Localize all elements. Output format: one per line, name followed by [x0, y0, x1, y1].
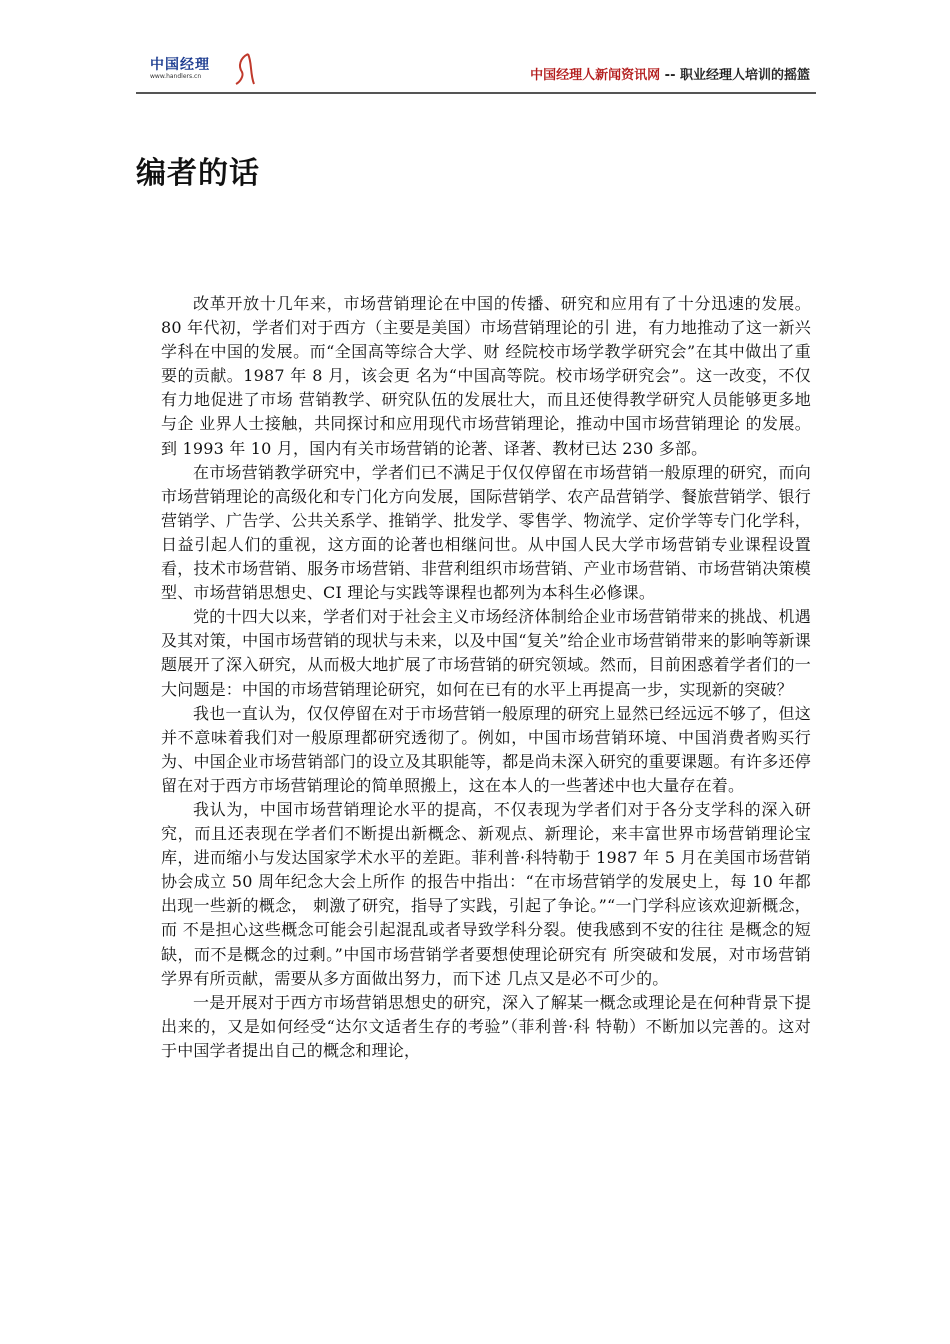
page-title: 编者的话: [136, 156, 260, 191]
logo-mark-icon: [234, 52, 256, 86]
logo-text: 中国经理: [150, 57, 210, 73]
tagline-slogan: -- 职业经理人培训的摇篮: [660, 68, 810, 83]
paragraph: 在市场营销教学研究中，学者们已不满足于仅仅停留在市场营销一般原理的研究，而向市场营销理论的高级化和专门化方向发展，国际营销学、农产品营销学、餐旅营销学、银行营销学、广告学、公共关系学、推销学、批发学、零售学、物流学、定价学等专门化学科，日益引起人们的重视，这方面的论著也相继问世。从中国人民大学市场营销专业课程设置看，技术市场营销、服务市场营销、非营利组织市场营销、产业市场营销、市场营销决策模型、市场营销思想史、CI 理论与实践等课程也都列为本科生必修课。: [161, 462, 811, 603]
page-header: [136, 50, 816, 94]
tagline-site-name: 中国经理人新闻资讯网: [530, 68, 661, 83]
paragraph: 我认为，中国市场营销理论水平的提高，不仅表现为学者们对于各分支学科的深入研究，而且还表现在学者们不断提出新概念、新观点、新理论，来丰富世界市场营销理论宝库，进而缩小与发达国家学术水平的差距。菲利普·科特勒于 1987 年 5 月在美国市场营销协会成立 50 周年纪念大会上所作 的报告中指出：“在市场营销学的发展史上，每 10 年都出现一些新的概念， 刺激了研究，指导了实践，引起了争论。”“一门学科应该欢迎新概念，而 不是担心这些概念可能会引起混乱或者导致学科分裂。使我感到不安的往往 是概念的短缺，而不是概念的过剩。”中国市场营销学者要想使理论研究有 所突破和发展，对市场营销学界有所贡献，需要从多方面做出努力，而下述 几点又是必不可少的。: [161, 799, 811, 988]
site-logo[interactable]: [150, 52, 270, 86]
paragraph: 一是开展对于西方市场营销思想史的研究，深入了解某一概念或理论是在何种背景下提出来的，又是如何经受“达尔文适者生存的考验”（菲利普·科 特勒）不断加以完善的。这对于中国学者提出自己的概念和理论，: [161, 992, 811, 1060]
logo-url: www.handlers.cn: [150, 73, 202, 80]
paragraph: 改革开放十几年来，市场营销理论在中国的传播、研究和应用有了十分迅速的发展。80 年代初，学者们对于西方（主要是美国）市场营销理论的引 进，有力地推动了这一新兴学科在中国的发展。而“全国高等综合大学、财 经院校市场学教学研究会”在其中做出了重要的贡献。1987 年 8 月，该会更 名为“中国高等院。校市场学研究会”。这一改变，不仅有力地促进了市场 营销教学、研究队伍的发展壮大，而且还使得教学研究人员能够更多地与企 业界人士接触，共同探讨和应用现代市场营销理论，推动中国市场营销理论 的发展。到 1993 年 10 月，国内有关市场营销的论著、译著、教材已达 230 多部。: [161, 294, 811, 458]
site-tagline: [530, 64, 810, 83]
header-divider: [136, 92, 816, 94]
paragraph: 党的十四大以来，学者们对于社会主义市场经济体制给企业市场营销带来的挑战、机遇及其对策，中国市场营销的现状与未来，以及中国“复关”给企业市场营销带来的影响等新课题展开了深入研究，从而极大地扩展了市场营销的研究领域。然而，目前困惑着学者们的一大问题是：中国的市场营销理论研究，如何在已有的水平上再提高一步，实现新的突破？: [161, 607, 811, 699]
paragraph: 我也一直认为，仅仅停留在对于市场营销一般原理的研究上显然已经远远不够了，但这并不意味着我们对一般原理都研究透彻了。例如，中国市场营销环境、中国消费者购买行为、中国企业市场营销部门的设立及其职能等，都是尚未深入研究的重要课题。有许多还停留在对于西方市场营销理论的简单照搬上，这在本人的一些著述中也大量存在着。: [161, 703, 811, 795]
article-body: [161, 292, 811, 1063]
